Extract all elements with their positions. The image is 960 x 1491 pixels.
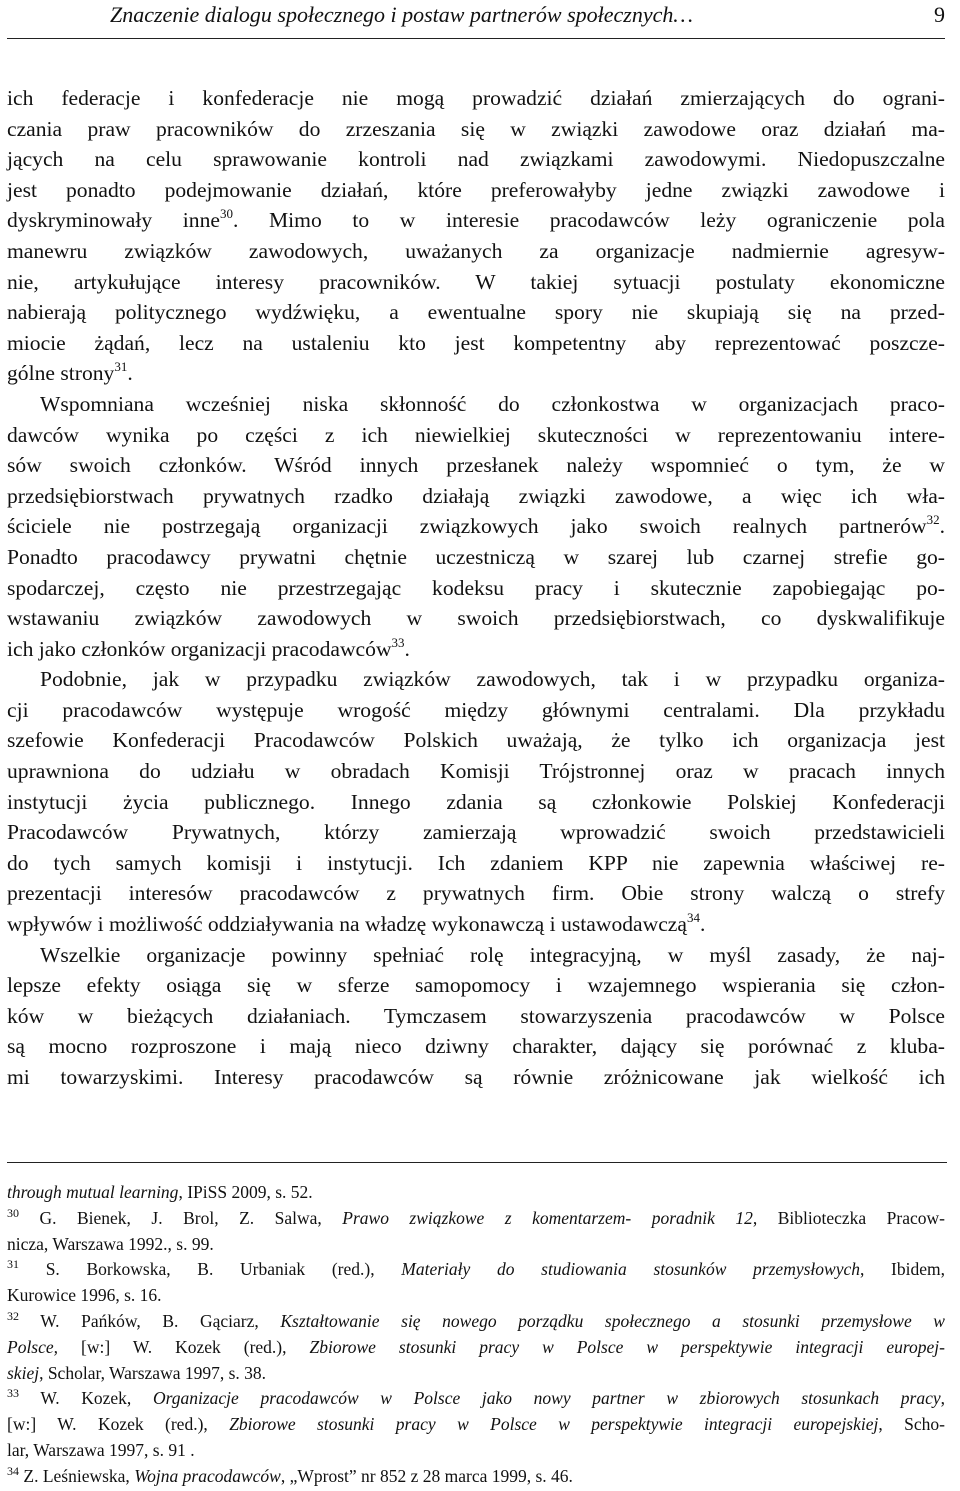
footnote-italic: Kształtowanie się nowego porządku społecznego a stosunki przemysłowe w bbox=[280, 1310, 945, 1331]
text-line: jest ponadto podejmowanie działań, które preferowałyby jedne związki zawodowe i bbox=[7, 177, 945, 202]
text-line: mi towarzyskimi. Interesy pracodawców są równie zróżnicowane jak wielkość ich bbox=[7, 1065, 945, 1089]
footnote-text: [w:] W. Kozek (red.), bbox=[7, 1414, 230, 1435]
footnote-ref-33[interactable]: 33 bbox=[391, 634, 405, 650]
footnote-text: W. Pańków, B. Gąciarz, bbox=[19, 1310, 281, 1331]
text-line: cji pracodawców występuje wrogość między głównymi centralami. Dla przykładu bbox=[7, 697, 945, 722]
text-line: Podobnie, jak w przypadku związków zawodowych, tak i w przypadku organiza- bbox=[40, 667, 945, 692]
footnote-text: S. Borkowska, B. Urbaniak (red.), bbox=[19, 1259, 402, 1280]
footnote-31-cont: Kurowice 1996, s. 16. bbox=[7, 1285, 162, 1306]
text-line: Pracodawców Prywatnych, którzy zamierzają wprowadzić swoich przedstawicieli bbox=[7, 820, 945, 845]
footnote-30 bbox=[7, 1206, 945, 1232]
footnote-divider bbox=[7, 1162, 947, 1163]
text-fragment: . bbox=[699, 912, 706, 937]
text-line: manewru związków zawodowych, uważanych za organizacje nadmiernie agresyw- bbox=[7, 238, 945, 263]
text-line: czania praw pracowników do zrzeszania się w związki zawodowe oraz działań ma- bbox=[7, 116, 945, 141]
footnotes bbox=[7, 1180, 945, 1490]
footnote-ref-32[interactable]: 32 bbox=[926, 512, 940, 528]
document-page bbox=[7, 0, 945, 1093]
text-line bbox=[7, 205, 945, 236]
footnote-31 bbox=[7, 1257, 945, 1283]
text-fragment: ich jako członków organizacji pracodawców bbox=[7, 636, 392, 661]
text-fragment: dyskryminowały inne bbox=[7, 208, 220, 233]
text-line: Ponadto pracodawcy prywatni chętnie uczestniczą w szarej lub czarnej strefie go- bbox=[7, 544, 945, 569]
text-line: Wszelkie organizacje powinny spełniać rolę integracyjną, w myśl zasady, że naj- bbox=[40, 942, 945, 967]
text-line: lepsze efekty osiąga się w sferze samopomocy i wzajemnego wspierania się człon- bbox=[7, 973, 945, 998]
footnote-number: 33 bbox=[7, 1386, 19, 1401]
footnote-32-cont bbox=[7, 1335, 945, 1361]
footnote-italic: Prawo związkowe z komentarzem- poradnik 12 bbox=[342, 1207, 753, 1228]
footnote-text: , bbox=[940, 1388, 945, 1409]
footnote-text: , Scho- bbox=[878, 1414, 945, 1435]
text-line: Wspomniana wcześniej niska skłonność do członkostwa w organizacjach praco- bbox=[40, 391, 945, 416]
footnote-32 bbox=[7, 1309, 945, 1335]
footnote-text: W. Kozek, bbox=[19, 1388, 153, 1409]
text-fragment: . bbox=[404, 636, 410, 661]
footnote-italic: skiej bbox=[7, 1362, 40, 1383]
text-line: są mocno rozproszone i mają nieco dziwny charakter, dający się porównać z kluba- bbox=[7, 1034, 945, 1059]
footnote-34 bbox=[7, 1464, 945, 1490]
text-line bbox=[7, 634, 945, 665]
text-fragment: wpływów i możliwość oddziaływania na władzę wykonawczą i ustawodawczą bbox=[7, 912, 687, 937]
text-line bbox=[7, 909, 945, 940]
text-fragment: . bbox=[939, 514, 945, 539]
text-line bbox=[7, 358, 945, 389]
footnote-ref-34[interactable]: 34 bbox=[686, 910, 700, 926]
text-fragment: ściciele nie postrzegają organizacji związkowych jako swoich realnych partnerów bbox=[7, 514, 927, 539]
body-text bbox=[7, 83, 945, 1093]
footnote-33 bbox=[7, 1386, 945, 1412]
text-line bbox=[7, 511, 945, 542]
footnote-italic: Organizacje pracodawców w Polsce jako nowy partner w zbiorowych stosunkach pracy bbox=[152, 1388, 941, 1409]
footnote-italic: through mutual learning bbox=[7, 1182, 179, 1202]
text-line: dawców wynika po części z ich niewielkiej skuteczności w reprezentowaniu intere- bbox=[7, 422, 945, 447]
text-fragment: . Mimo to w interesie pracodawców leży ograniczenie pola bbox=[232, 208, 945, 233]
footnote-text: G. Bienek, J. Brol, Z. Salwa, bbox=[19, 1207, 343, 1228]
text-line: przedsiębiorstwach prywatnych rzadko działają związki zawodowe, a więc ich wła- bbox=[7, 483, 945, 508]
text-line: instytucji życia publicznego. Innego zdania są członkowie Polskiej Konfederacji bbox=[7, 789, 945, 814]
footnote-italic: Wojna pracodawców bbox=[134, 1465, 281, 1486]
footnote-ref-31[interactable]: 31 bbox=[114, 359, 128, 375]
text-line: jących na celu sprawowanie kontroli nad związkami zawodowymi. Niedopuszczalne bbox=[7, 147, 945, 172]
footnote-ref-30[interactable]: 30 bbox=[219, 206, 233, 222]
text-line: ków w bieżących działaniach. Tymczasem stowarzyszenia pracodawców w Polsce bbox=[7, 1003, 945, 1028]
footnote-number: 32 bbox=[7, 1308, 19, 1323]
page-number: 9 bbox=[934, 2, 945, 27]
footnote-italic: Zbiorowe stosunki pracy w Polsce w perspektywie integracji europejskiej bbox=[229, 1414, 879, 1435]
text-line: prezentacji interesów pracodawców z prywatnych firm. Obie strony walczą o strefy bbox=[7, 881, 945, 906]
footnote-italic: Materiały do studiowania stosunków przemysłowych bbox=[401, 1259, 860, 1280]
footnote-text: , „Wprost” nr 852 z 28 marca 1999, s. 46. bbox=[280, 1465, 573, 1486]
footnote-continuation bbox=[7, 1180, 945, 1206]
text-fragment: gólne strony bbox=[7, 361, 115, 386]
footnote-32-cont bbox=[7, 1361, 945, 1387]
footnote-text: , Biblioteczka Pracow- bbox=[752, 1207, 945, 1228]
text-fragment: . bbox=[127, 361, 133, 386]
footnote-text: , Ibidem, bbox=[859, 1259, 945, 1280]
footnote-text: , IPiSS 2009, s. 52. bbox=[178, 1182, 313, 1202]
text-line: ich federacje i konfederacje nie mogą prowadzić działań zmierzających do ograni- bbox=[7, 86, 945, 110]
footnote-text: , Scholar, Warszawa 1997, s. 38. bbox=[39, 1362, 267, 1383]
text-line: miocie żądań, lecz na ustaleniu kto jest kompetentny aby reprezentować poszcze- bbox=[7, 330, 945, 355]
footnote-number: 31 bbox=[7, 1257, 19, 1272]
text-line: szefowie Konfederacji Pracodawców Polskich uważają, że tylko ich organizacja jest bbox=[7, 728, 945, 753]
text-line: uprawniona do udziału w obradach Komisji Trójstronnej oraz w pracach innych bbox=[7, 759, 945, 784]
footnote-italic: Zbiorowe stosunki pracy w Polsce w perspektywie integracji europej- bbox=[309, 1336, 945, 1357]
footnote-number: 30 bbox=[7, 1205, 19, 1220]
footnote-30-cont: nicza, Warszawa 1992., s. 99. bbox=[7, 1233, 214, 1254]
footnote-text: Z. Leśniewska, bbox=[19, 1465, 135, 1486]
footnote-text: [w:] W. Kozek (red.), bbox=[58, 1336, 310, 1357]
text-line: nabierają politycznego wydźwięku, a ewentualne spory nie skupiają się na przed- bbox=[7, 300, 945, 325]
footnote-number: 34 bbox=[7, 1463, 19, 1478]
running-title: Znaczenie dialogu społecznego i postaw partnerów społecznych… bbox=[110, 2, 693, 27]
text-line: wstawaniu związków zawodowych w swoich przedsiębiorstwach, co dyskwalifikuje bbox=[7, 606, 945, 631]
footnote-33-cont: lar, Warszawa 1997, s. 91 . bbox=[7, 1439, 195, 1460]
text-line: sów swoich członków. Wśród innych przesłanek należy wspomnieć o tym, że w bbox=[7, 453, 945, 478]
footnote-33-cont bbox=[7, 1412, 945, 1438]
text-line: nie, artykułujące interesy pracowników. W takiej sytuacji postulaty ekonomiczne bbox=[7, 269, 945, 294]
footnote-italic: Polsce, bbox=[7, 1336, 59, 1357]
running-header bbox=[7, 0, 945, 39]
text-line: spodarczej, często nie przestrzegając kodeksu pracy i skutecznie zapobiegając po- bbox=[7, 575, 945, 600]
text-line: do tych samych komisji i instytucji. Ich zdaniem KPP nie zapewnia właściwej re- bbox=[7, 850, 945, 875]
